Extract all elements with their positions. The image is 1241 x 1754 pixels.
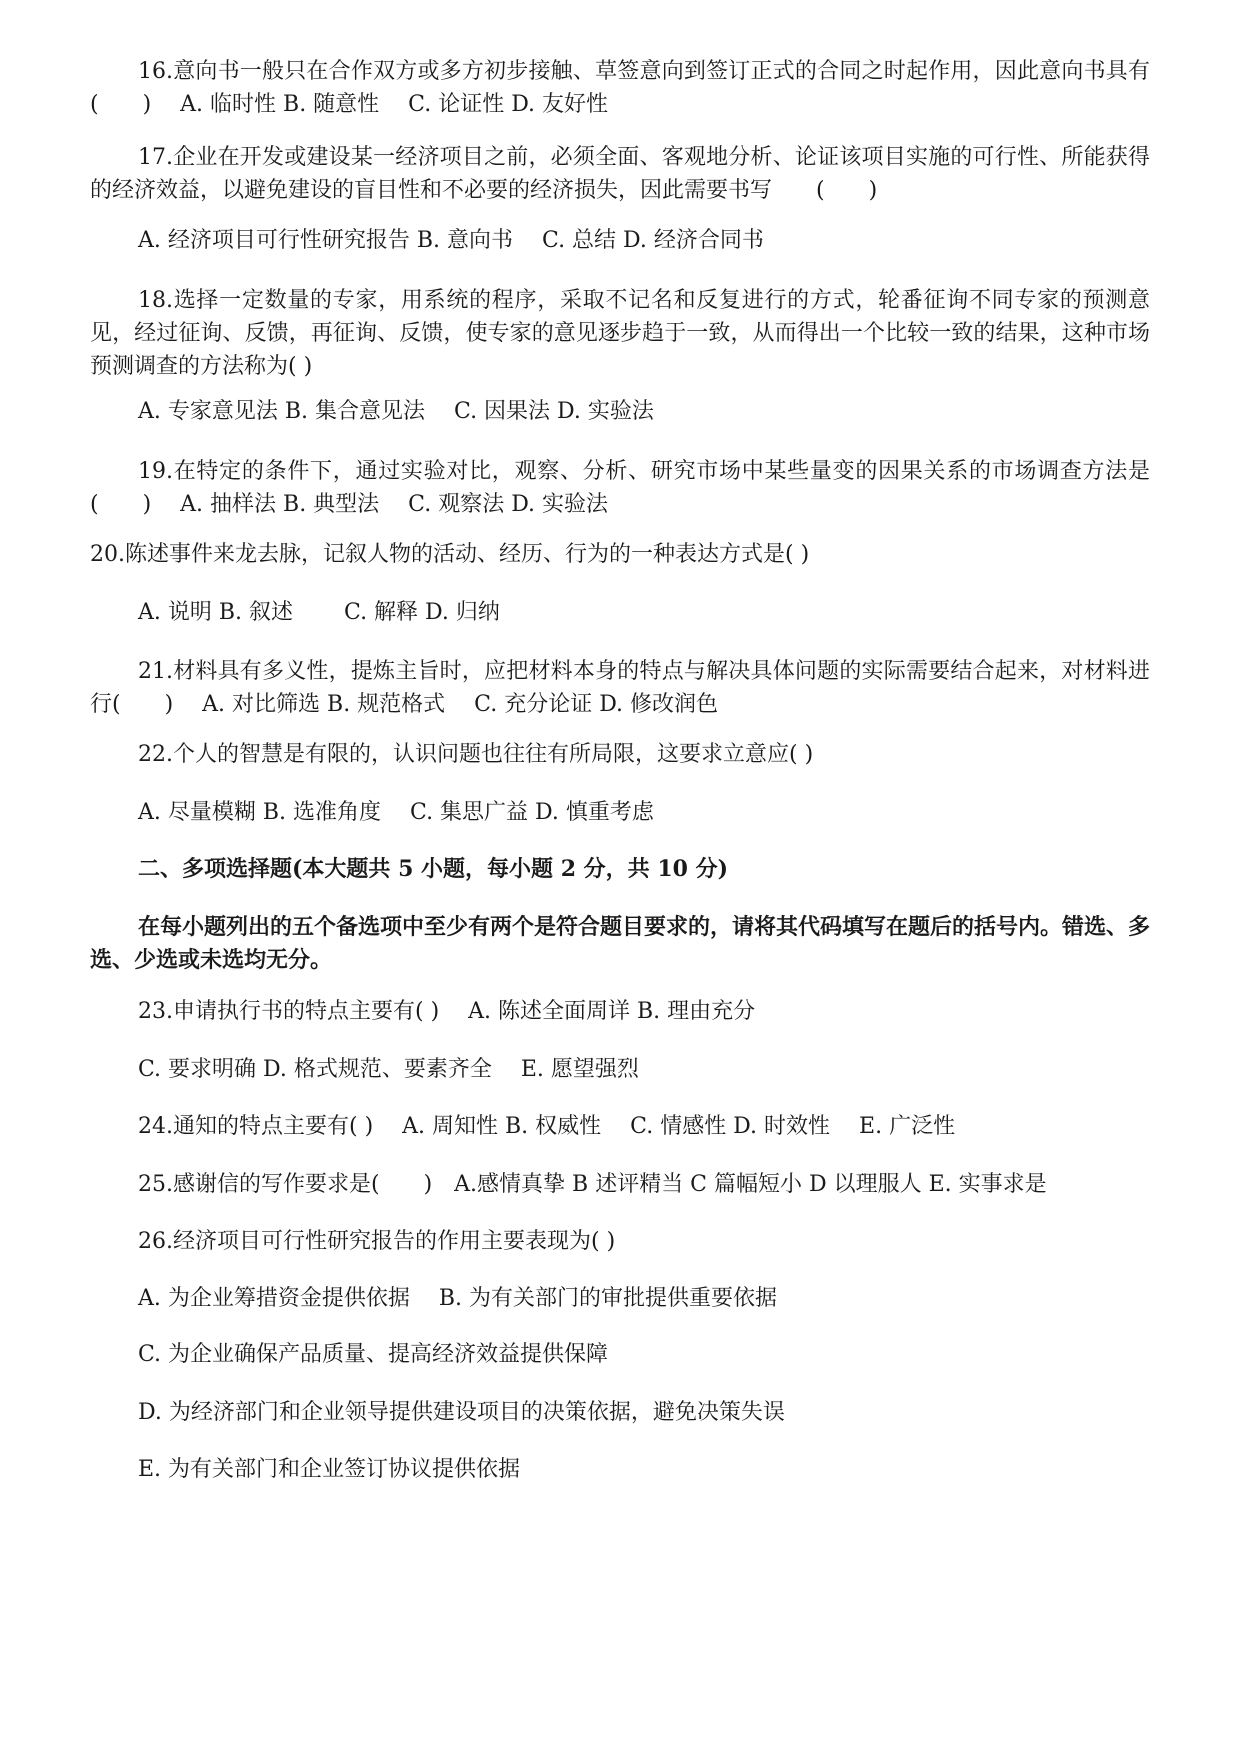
question-26: 26.经济项目可行性研究报告的作用主要表现为( ) xyxy=(138,1229,616,1254)
question-21: 21.材料具有多义性，提炼主旨时，应把材料本身的特点与解决具体问题的实际需要结合起来，对材料进行( ) A. 对比筛选 B. 规范格式 C. 充分论证 D. 修改润色 xyxy=(90,659,1150,717)
question-16: 16.意向书一般只在合作双方或多方初步接触、草签意向到签订正式的合同之时起作用，因此意向书具有( ) A. 临时性 B. 随意性 C. 论证性 D. 友好性 xyxy=(90,59,1150,117)
question-20: 20.陈述事件来龙去脉，记叙人物的活动、经历、行为的一种表达方式是( ) xyxy=(90,542,810,567)
question-18-options: A. 专家意见法 B. 集合意见法 C. 因果法 D. 实验法 xyxy=(138,399,654,424)
question-18: 18.选择一定数量的专家，用系统的程序，采取不记名和反复进行的方式，轮番征询不同专家的预测意见，经过征询、反馈，再征询、反馈，使专家的意见逐步趋于一致，从而得出一个比较一致的结果，这种市场预测调查的方法称为( ) xyxy=(90,288,1150,379)
question-26-options-ab: A. 为企业筹措资金提供依据 B. 为有关部门的审批提供重要依据 xyxy=(138,1286,778,1311)
question-22-options: A. 尽量模糊 B. 选准角度 C. 集思广益 D. 慎重考虑 xyxy=(138,800,654,825)
question-19: 19.在特定的条件下，通过实验对比，观察、分析、研究市场中某些量变的因果关系的市场调查方法是( ) A. 抽样法 B. 典型法 C. 观察法 D. 实验法 xyxy=(90,459,1150,517)
question-22: 22.个人的智慧是有限的，认识问题也往往有所局限，这要求立意应( ) xyxy=(138,742,814,767)
question-25: 25.感谢信的写作要求是( ) A.感情真挚 B 述评精当 C 篇幅短小 D 以理服人 E. 实事求是 xyxy=(138,1172,1047,1197)
question-24: 24.通知的特点主要有( ) A. 周知性 B. 权威性 C. 情感性 D. 时效性 E. 广泛性 xyxy=(138,1114,956,1139)
question-17: 17.企业在开发或建设某一经济项目之前，必须全面、客观地分析、论证该项目实施的可行性、所能获得的经济效益，以避免建设的盲目性和不必要的经济损失，因此需要书写 ( ) xyxy=(90,145,1150,203)
section-2-title: 二、多项选择题(本大题共 5 小题，每小题 2 分，共 10 分) xyxy=(138,856,729,882)
question-20-options: A. 说明 B. 叙述 C. 解释 D. 归纳 xyxy=(138,600,500,625)
question-26-option-c: C. 为企业确保产品质量、提高经济效益提供保障 xyxy=(138,1342,609,1367)
question-26-option-d: D. 为经济部门和企业领导提供建设项目的决策依据，避免决策失误 xyxy=(138,1400,785,1425)
question-23: 23.申请执行书的特点主要有( ) A. 陈述全面周详 B. 理由充分 xyxy=(138,999,756,1024)
question-26-option-e: E. 为有关部门和企业签订协议提供依据 xyxy=(138,1457,521,1482)
question-23-options: C. 要求明确 D. 格式规范、要素齐全 E. 愿望强烈 xyxy=(138,1057,639,1082)
section-2-instructions: 在每小题列出的五个备选项中至少有两个是符合题目要求的，请将其代码填写在题后的括号内。错选、多选、少选或未选均无分。 xyxy=(90,914,1151,973)
question-17-options: A. 经济项目可行性研究报告 B. 意向书 C. 总结 D. 经济合同书 xyxy=(138,228,764,253)
